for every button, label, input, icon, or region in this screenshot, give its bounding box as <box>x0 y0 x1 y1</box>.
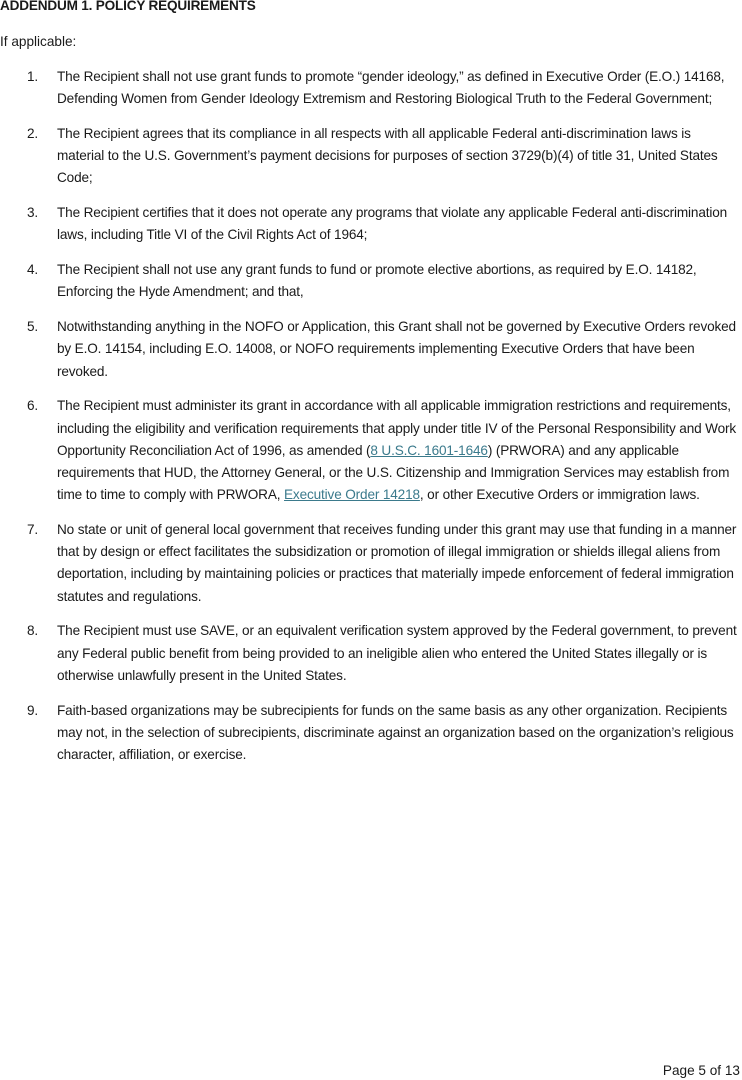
item-number: 4. <box>27 262 39 278</box>
list-item <box>0 700 742 767</box>
item-text: No state or unit of general local government that receives funding under this grant may use that funding in a manner that by design or effect facilitates the subsidization or promotion of illegal immigration or shields illegal aliens from deportation, including by maintaining policies or practices that materially impede enforcement of federal immigration statutes and regulations. <box>57 522 737 604</box>
item-text-segment: , or other Executive Orders or immigration laws. <box>419 487 700 503</box>
item-number: 8. <box>27 623 39 639</box>
item-text: Notwithstanding anything in the NOFO or Application, this Grant shall not be governed by Executive Orders revoked by E.O. 14154, including E.O. 14008, or NOFO requirements implementing Executive Orders that have been revoked. <box>57 319 736 379</box>
list-item <box>0 259 742 303</box>
item-number: 2. <box>27 126 39 141</box>
list-item <box>0 66 742 110</box>
item-number: 3. <box>27 205 39 221</box>
item-text-segment: The Recipient must administer its grant in accordance with all applicable immigration restrictions and requirements, including the eligibility and verification requirements that apply under title IV of the Personal Responsibility and Work Opportunity Reconciliation Act of 1996, as amended ( <box>57 398 737 458</box>
item-text: The Recipient shall not use grant funds to promote “gender ideology,” as defined in Executive Order (E.O.) 14168, Defending Women from Gender Ideology Extremism and Restoring Biological Truth to the Federal Government; <box>57 69 725 107</box>
item-text: Faith-based organizations may be subrecipients for funds on the same basis as any other organization. Recipients may not, in the selection of subrecipients, discriminate against an organization based on the organization’s religious character, affiliation, or exercise. <box>57 702 734 763</box>
list-item <box>0 202 742 246</box>
list-item <box>0 620 742 687</box>
policy-requirements-list <box>0 66 742 779</box>
item-number: 5. <box>27 319 39 335</box>
page-number: Page 5 of 13 <box>662 1063 740 1078</box>
section-heading: ADDENDUM 1. POLICY REQUIREMENTS <box>0 0 256 13</box>
item-number: 6. <box>27 398 39 414</box>
list-item <box>0 316 742 383</box>
item-text: The Recipient agrees that its compliance in all respects with all applicable Federal anti-discrimination laws is material to the U.S. Government’s payment decisions for purposes of section 3729(b)(4) of title 31, United States Code; <box>57 126 718 186</box>
intro-text: If applicable: <box>0 34 77 49</box>
item-text: The Recipient certifies that it does not operate any programs that violate any applicable Federal anti-discrimination laws, including Title VI of the Civil Rights Act of 1964; <box>57 205 728 243</box>
item-text-segment: ) (PRWORA) and any applicable requirements that HUD, the Attorney General, or the U.S. Citizenship and Immigration Services may establish from time to time to comply with PRWORA, <box>57 442 730 503</box>
item-text: The Recipient must use SAVE, or an equivalent verification system approved by the Federal government, to prevent any Federal public benefit from being provided to an ineligible alien who entered the United States illegally or is otherwise unlawfully present in the United States. <box>57 623 737 683</box>
item-number: 7. <box>27 522 39 538</box>
item-number: 1. <box>27 69 39 84</box>
item-text <box>57 395 742 506</box>
usc-link[interactable]: 8 U.S.C. 1601-1646 <box>370 442 488 458</box>
list-item <box>0 123 742 190</box>
list-item <box>0 519 742 608</box>
list-item <box>0 395 742 506</box>
executive-order-link[interactable]: Executive Order 14218 <box>284 487 420 503</box>
item-text: The Recipient shall not use any grant funds to fund or promote elective abortions, as required by E.O. 14182, Enforcing the Hyde Amendment; and that, <box>57 262 697 300</box>
item-number: 9. <box>27 702 39 718</box>
